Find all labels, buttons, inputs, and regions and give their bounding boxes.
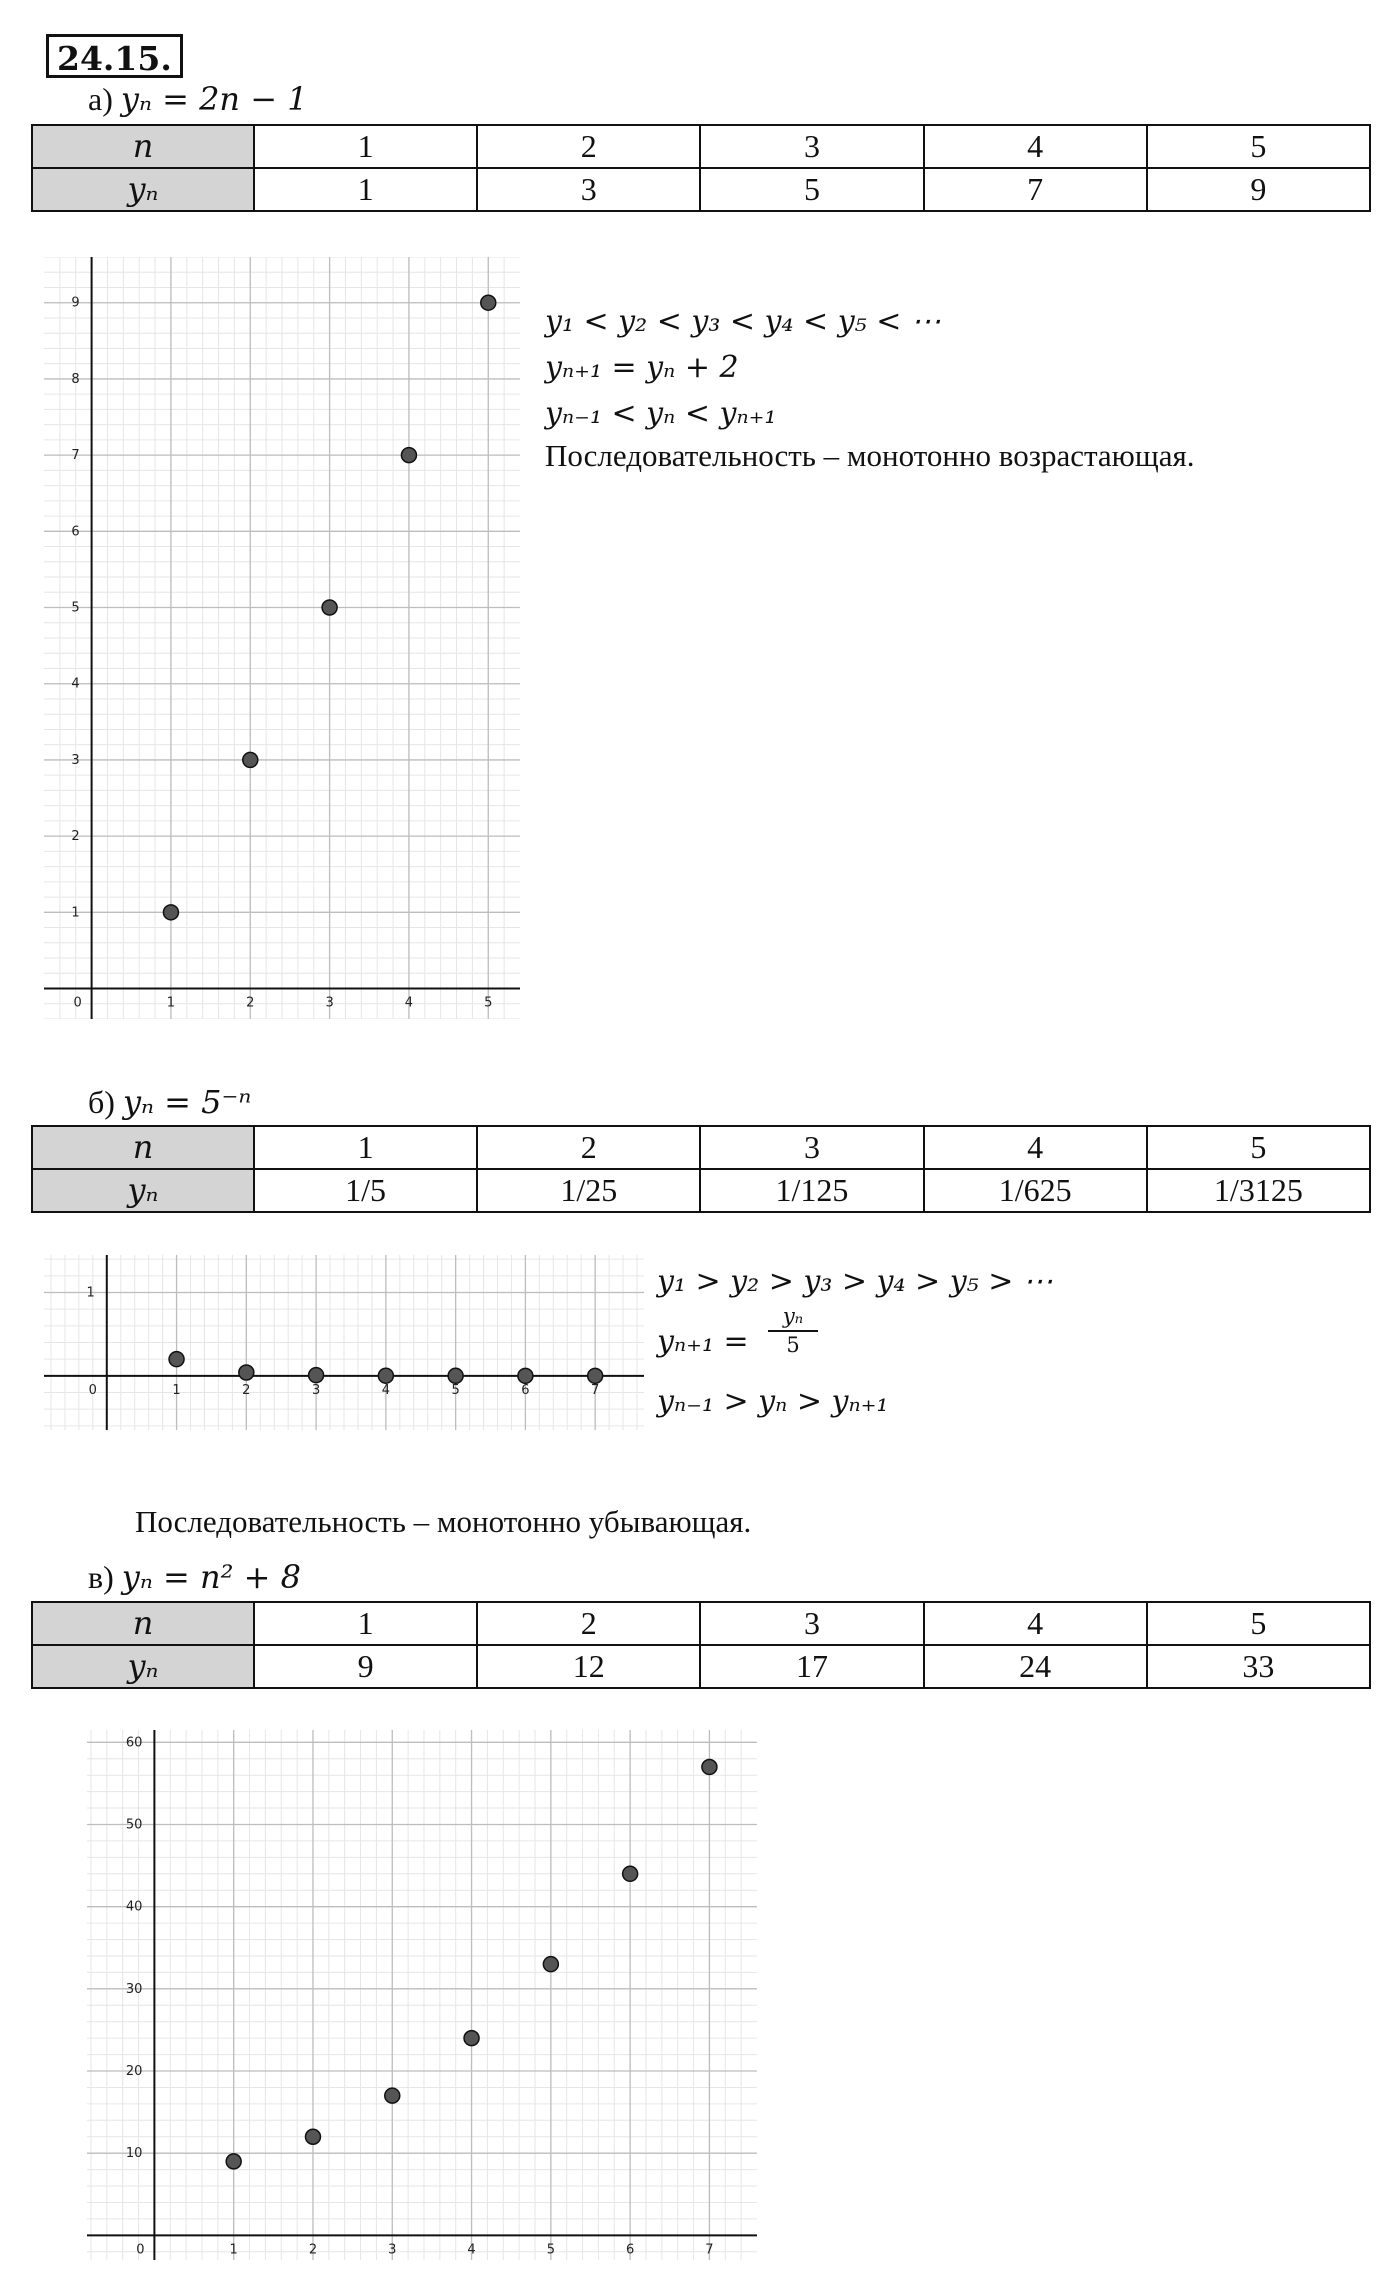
- data-point: [163, 905, 178, 920]
- part-b-note: yₙ₋₁ > yₙ > yₙ₊₁: [657, 1384, 889, 1419]
- fraction-denominator: 5: [786, 1333, 800, 1357]
- data-point: [588, 1368, 603, 1383]
- y-tick-label: 60: [125, 1735, 143, 1751]
- table-row: [32, 1169, 1370, 1212]
- x-tick-label: 4: [467, 2242, 476, 2258]
- chart-b: [44, 1255, 644, 1430]
- table-cell: 5: [1147, 1126, 1370, 1169]
- table-cell: 1: [254, 168, 477, 211]
- data-point: [385, 2088, 400, 2103]
- x-tick-label: 1: [229, 2242, 238, 2258]
- table-cell: 1/3125: [1147, 1169, 1370, 1212]
- table-cell: 1/25: [477, 1169, 700, 1212]
- data-point: [378, 1368, 393, 1383]
- chart-a: [44, 257, 520, 1019]
- part-b-label: б): [88, 1084, 115, 1120]
- table-row: [32, 1126, 1370, 1169]
- table-cell: 5: [700, 168, 923, 211]
- data-point: [305, 2129, 320, 2144]
- y-tick-label: 30: [125, 1981, 143, 1997]
- table-cell: 7: [924, 168, 1147, 211]
- problem-number: 24.15.: [46, 34, 183, 78]
- part-a-conclusion: Последовательность – монотонно возрастающая.: [545, 438, 1195, 473]
- y-tick-label: 20: [125, 2064, 143, 2080]
- table-cell: 24: [924, 1645, 1147, 1688]
- fraction: [768, 1302, 818, 1358]
- x-tick-label: 4: [404, 995, 414, 1011]
- y-tick-label: 1: [86, 1285, 95, 1301]
- y-tick-label: 40: [125, 1899, 143, 1915]
- part-a-heading: [88, 80, 308, 118]
- part-b-formula: yₙ = 5⁻ⁿ: [122, 1083, 252, 1121]
- data-point: [623, 1866, 638, 1881]
- x-tick-label: 4: [381, 1382, 391, 1398]
- table-row: [32, 168, 1370, 211]
- table-cell: 1: [254, 1602, 477, 1645]
- table-cell: 3: [700, 1602, 923, 1645]
- y-tick-label: 8: [71, 371, 80, 387]
- y-tick-label: 9: [71, 295, 80, 311]
- data-point: [243, 752, 258, 767]
- table-cell: 1/625: [924, 1169, 1147, 1212]
- table-cell: 4: [924, 1126, 1147, 1169]
- x-tick-label: 7: [705, 2242, 714, 2258]
- row-header: yₙ: [32, 1645, 254, 1688]
- row-header: n: [32, 125, 254, 168]
- x-tick-label: 3: [311, 1382, 321, 1398]
- table-cell: 2: [477, 1126, 700, 1169]
- table-cell: 1: [254, 1126, 477, 1169]
- table-row: [32, 125, 1370, 168]
- minor-grid: [44, 1255, 644, 1430]
- y-tick-label: 6: [71, 524, 80, 540]
- x-tick-label: 2: [308, 2242, 318, 2258]
- row-header: n: [32, 1126, 254, 1169]
- table-cell: 4: [924, 1602, 1147, 1645]
- x-tick-label: 1: [172, 1382, 181, 1398]
- y-tick-label: 2: [71, 829, 80, 845]
- y-tick-label: 5: [71, 600, 80, 616]
- x-tick-label: 2: [242, 1382, 251, 1398]
- table-cell: 3: [477, 168, 700, 211]
- row-header: yₙ: [32, 1169, 254, 1212]
- table-cell: 3: [700, 1126, 923, 1169]
- y-tick-label: 4: [71, 676, 80, 692]
- x-tick-label: 6: [625, 2242, 635, 2258]
- x-tick-label: 5: [484, 995, 493, 1011]
- table-cell: 2: [477, 125, 700, 168]
- table-cell: 4: [924, 125, 1147, 168]
- part-b-conclusion: Последовательность – монотонно убывающая.: [135, 1504, 752, 1539]
- x-tick-label: 7: [591, 1382, 600, 1398]
- part-c-formula: yₙ = n² + 8: [121, 1558, 301, 1596]
- x-tick-label: 5: [546, 2242, 555, 2258]
- x-tick-label: 5: [451, 1382, 460, 1398]
- data-point: [448, 1368, 463, 1383]
- data-point: [481, 295, 496, 310]
- chart-c: [87, 1730, 757, 2260]
- y-tick-label: 3: [71, 752, 80, 768]
- row-header: n: [32, 1602, 254, 1645]
- table-cell: 12: [477, 1645, 700, 1688]
- table-cell: 1/125: [700, 1169, 923, 1212]
- part-c-label: в): [88, 1559, 114, 1595]
- table-cell: 17: [700, 1645, 923, 1688]
- data-point: [322, 600, 337, 615]
- part-a-label: а): [88, 81, 113, 117]
- data-point: [464, 2031, 479, 2046]
- y-tick-label: 10: [125, 2146, 143, 2162]
- data-point: [226, 2154, 241, 2169]
- x-tick-label: 0: [73, 995, 82, 1011]
- x-tick-label: 0: [88, 1382, 97, 1398]
- part-c-table: [31, 1601, 1371, 1689]
- part-a-note: y₁ < y₂ < y₃ < y₄ < y₅ < ⋯: [545, 304, 941, 339]
- major-grid: [87, 1730, 757, 2260]
- table-cell: 5: [1147, 1602, 1370, 1645]
- x-tick-label: 3: [325, 995, 334, 1011]
- data-point: [543, 1957, 558, 1972]
- x-tick-label: 0: [136, 2242, 145, 2258]
- table-cell: 3: [700, 125, 923, 168]
- table-cell: 2: [477, 1602, 700, 1645]
- minor-grid: [87, 1730, 757, 2260]
- x-tick-label: 1: [166, 995, 176, 1011]
- data-point: [239, 1365, 254, 1380]
- part-a-note: yₙ₊₁ = yₙ + 2: [545, 350, 739, 385]
- data-point: [309, 1368, 324, 1383]
- y-tick-label: 1: [71, 905, 80, 921]
- data-point: [169, 1352, 184, 1367]
- table-cell: 1/5: [254, 1169, 477, 1212]
- part-a-table: [31, 124, 1371, 212]
- table-cell: 1: [254, 125, 477, 168]
- data-point: [518, 1368, 533, 1383]
- x-tick-label: 3: [388, 2242, 397, 2258]
- y-tick-label: 7: [71, 448, 80, 464]
- table-row: [32, 1645, 1370, 1688]
- table-cell: 9: [254, 1645, 477, 1688]
- table-cell: 33: [1147, 1645, 1370, 1688]
- table-row: [32, 1602, 1370, 1645]
- x-tick-label: 2: [246, 995, 255, 1011]
- part-b-note: y₁ > y₂ > y₃ > y₄ > y₅ > ⋯: [657, 1264, 1053, 1299]
- part-b-table: [31, 1125, 1371, 1213]
- part-b-heading: [88, 1083, 251, 1121]
- table-cell: 5: [1147, 125, 1370, 168]
- table-cell: 9: [1147, 168, 1370, 211]
- x-tick-label: 6: [521, 1382, 530, 1398]
- data-point: [401, 448, 416, 463]
- part-a-note: yₙ₋₁ < yₙ < yₙ₊₁: [545, 396, 777, 431]
- part-c-heading: [88, 1558, 301, 1596]
- minor-grid: [44, 257, 520, 1019]
- part-a-formula: yₙ = 2n − 1: [120, 80, 308, 118]
- row-header: yₙ: [32, 168, 254, 211]
- fraction-numerator: yₙ: [768, 1302, 818, 1332]
- part-b-note: yₙ₊₁ =: [657, 1324, 749, 1359]
- y-tick-label: 50: [125, 1817, 143, 1833]
- data-point: [702, 1759, 717, 1774]
